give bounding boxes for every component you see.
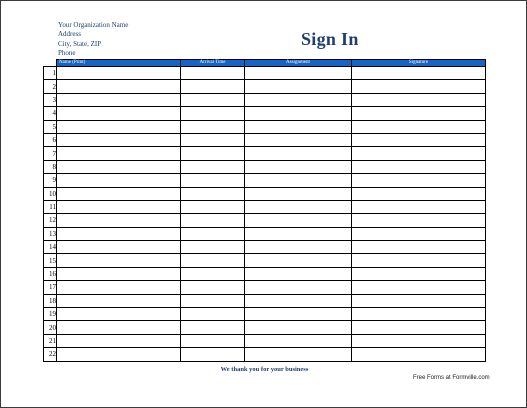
- name-cell[interactable]: [57, 160, 181, 173]
- row-number: 4: [44, 107, 57, 120]
- row-number: 5: [44, 120, 57, 133]
- signature-cell[interactable]: [352, 254, 486, 267]
- signature-cell[interactable]: [352, 294, 486, 307]
- signature-cell[interactable]: [352, 227, 486, 240]
- assignment-cell[interactable]: [245, 294, 352, 307]
- name-cell[interactable]: [57, 267, 181, 280]
- row-number: 1: [44, 67, 57, 80]
- assignment-cell[interactable]: [245, 67, 352, 80]
- row-number: 8: [44, 160, 57, 173]
- row-number: 18: [44, 294, 57, 307]
- signature-cell[interactable]: [352, 308, 486, 321]
- arrival-time-cell[interactable]: [181, 267, 245, 280]
- name-cell[interactable]: [57, 294, 181, 307]
- table-header-row: [44, 60, 486, 67]
- organization-address: Address: [58, 30, 81, 39]
- thank-you-note: We thank you for your business: [220, 366, 309, 373]
- signature-cell[interactable]: [352, 174, 486, 187]
- organization-block: [58, 21, 128, 59]
- assignment-cell[interactable]: [245, 348, 352, 361]
- table-row: [44, 321, 486, 334]
- name-cell[interactable]: [57, 200, 181, 213]
- table-row: [44, 147, 486, 160]
- table-row: [44, 267, 486, 280]
- arrival-time-cell[interactable]: [181, 294, 245, 307]
- arrival-time-cell[interactable]: [181, 174, 245, 187]
- arrival-time-cell[interactable]: [181, 160, 245, 173]
- arrival-time-cell[interactable]: [181, 80, 245, 93]
- arrival-time-cell[interactable]: [181, 241, 245, 254]
- table-row: [44, 93, 486, 106]
- arrival-time-cell[interactable]: [181, 214, 245, 227]
- organization-city-state-zip: City, State, ZIP: [58, 39, 102, 48]
- assignment-cell[interactable]: [245, 133, 352, 146]
- table-row: [44, 107, 486, 120]
- signature-cell[interactable]: [352, 93, 486, 106]
- signature-cell[interactable]: [352, 348, 486, 361]
- sign-in-table: [43, 59, 486, 362]
- assignment-cell[interactable]: [245, 120, 352, 133]
- row-number: 17: [44, 281, 57, 294]
- assignment-cell[interactable]: [245, 187, 352, 200]
- name-cell[interactable]: [57, 187, 181, 200]
- column-header-signature: Signature: [352, 60, 486, 67]
- row-number: 13: [44, 227, 57, 240]
- assignment-cell[interactable]: [245, 308, 352, 321]
- table-row: [44, 227, 486, 240]
- arrival-time-cell[interactable]: [181, 120, 245, 133]
- table-row: [44, 80, 486, 93]
- name-cell[interactable]: [57, 281, 181, 294]
- signature-cell[interactable]: [352, 267, 486, 280]
- name-cell[interactable]: [57, 174, 181, 187]
- signature-cell[interactable]: [352, 107, 486, 120]
- assignment-cell[interactable]: [245, 267, 352, 280]
- signature-cell[interactable]: [352, 147, 486, 160]
- assignment-cell[interactable]: [245, 334, 352, 347]
- arrival-time-cell[interactable]: [181, 227, 245, 240]
- table-row: [44, 308, 486, 321]
- assignment-cell[interactable]: [245, 241, 352, 254]
- signature-cell[interactable]: [352, 334, 486, 347]
- assignment-cell[interactable]: [245, 200, 352, 213]
- name-cell[interactable]: [57, 107, 181, 120]
- name-cell[interactable]: [57, 214, 181, 227]
- arrival-time-cell[interactable]: [181, 107, 245, 120]
- assignment-cell[interactable]: [245, 93, 352, 106]
- arrival-time-cell[interactable]: [181, 348, 245, 361]
- row-number: 3: [44, 93, 57, 106]
- name-cell[interactable]: [57, 133, 181, 146]
- row-number: 22: [44, 348, 57, 361]
- table-row: [44, 187, 486, 200]
- row-number: 16: [44, 267, 57, 280]
- table-row: [44, 281, 486, 294]
- signature-cell[interactable]: [352, 200, 486, 213]
- table-row: [44, 133, 486, 146]
- name-cell[interactable]: [57, 348, 181, 361]
- assignment-cell[interactable]: [245, 147, 352, 160]
- name-cell[interactable]: [57, 321, 181, 334]
- signature-cell[interactable]: [352, 160, 486, 173]
- row-number: 19: [44, 308, 57, 321]
- signature-cell[interactable]: [352, 67, 486, 80]
- arrival-time-cell[interactable]: [181, 133, 245, 146]
- name-cell[interactable]: [57, 120, 181, 133]
- row-number: 21: [44, 334, 57, 347]
- table-row: [44, 200, 486, 213]
- table-row: [44, 241, 486, 254]
- row-number: 10: [44, 187, 57, 200]
- table-row: [44, 334, 486, 347]
- name-cell[interactable]: [57, 93, 181, 106]
- assignment-cell[interactable]: [245, 107, 352, 120]
- assignment-cell[interactable]: [245, 281, 352, 294]
- signature-cell[interactable]: [352, 214, 486, 227]
- arrival-time-cell[interactable]: [181, 281, 245, 294]
- table-row: [44, 254, 486, 267]
- column-header-name: Name (Print): [57, 60, 181, 67]
- row-number: 7: [44, 147, 57, 160]
- name-cell[interactable]: [57, 308, 181, 321]
- table-row: [44, 174, 486, 187]
- credit-link[interactable]: Free Forms at Formville.com: [413, 375, 490, 381]
- arrival-time-cell[interactable]: [181, 187, 245, 200]
- table-row: [44, 67, 486, 80]
- row-number: 11: [44, 200, 57, 213]
- table-body: [44, 67, 486, 362]
- column-header-arrival-time: Arrival Time: [181, 60, 245, 67]
- organization-name: Your Organization Name: [58, 21, 129, 29]
- assignment-cell[interactable]: [245, 321, 352, 334]
- assignment-cell[interactable]: [245, 160, 352, 173]
- row-number: 2: [44, 80, 57, 93]
- organization-phone: Phone: [58, 49, 76, 58]
- signature-cell[interactable]: [352, 133, 486, 146]
- signature-cell[interactable]: [352, 120, 486, 133]
- name-cell[interactable]: [57, 254, 181, 267]
- signature-cell[interactable]: [352, 241, 486, 254]
- row-number-header: [44, 60, 57, 67]
- table-row: [44, 294, 486, 307]
- arrival-time-cell[interactable]: [181, 200, 245, 213]
- column-header-assignment: Assignment: [245, 60, 352, 67]
- table-row: [44, 214, 486, 227]
- row-number: 20: [44, 321, 57, 334]
- name-cell[interactable]: [57, 147, 181, 160]
- table-row: [44, 120, 486, 133]
- arrival-time-cell[interactable]: [181, 93, 245, 106]
- table-row: [44, 348, 486, 361]
- name-cell[interactable]: [57, 227, 181, 240]
- assignment-cell[interactable]: [245, 227, 352, 240]
- assignment-cell[interactable]: [245, 254, 352, 267]
- assignment-cell[interactable]: [245, 80, 352, 93]
- row-number: 9: [44, 174, 57, 187]
- row-number: 12: [44, 214, 57, 227]
- assignment-cell[interactable]: [245, 214, 352, 227]
- arrival-time-cell[interactable]: [181, 67, 245, 80]
- arrival-time-cell[interactable]: [181, 334, 245, 347]
- signature-cell[interactable]: [352, 281, 486, 294]
- page-title: Sign In: [301, 29, 359, 49]
- table-row: [44, 160, 486, 173]
- arrival-time-cell[interactable]: [181, 308, 245, 321]
- row-number: 6: [44, 133, 57, 146]
- assignment-cell[interactable]: [245, 174, 352, 187]
- name-cell[interactable]: [57, 67, 181, 80]
- signature-cell[interactable]: [352, 321, 486, 334]
- arrival-time-cell[interactable]: [181, 254, 245, 267]
- arrival-time-cell[interactable]: [181, 147, 245, 160]
- name-cell[interactable]: [57, 80, 181, 93]
- row-number: 15: [44, 254, 57, 267]
- name-cell[interactable]: [57, 334, 181, 347]
- signature-cell[interactable]: [352, 187, 486, 200]
- row-number: 14: [44, 241, 57, 254]
- name-cell[interactable]: [57, 241, 181, 254]
- arrival-time-cell[interactable]: [181, 321, 245, 334]
- signature-cell[interactable]: [352, 80, 486, 93]
